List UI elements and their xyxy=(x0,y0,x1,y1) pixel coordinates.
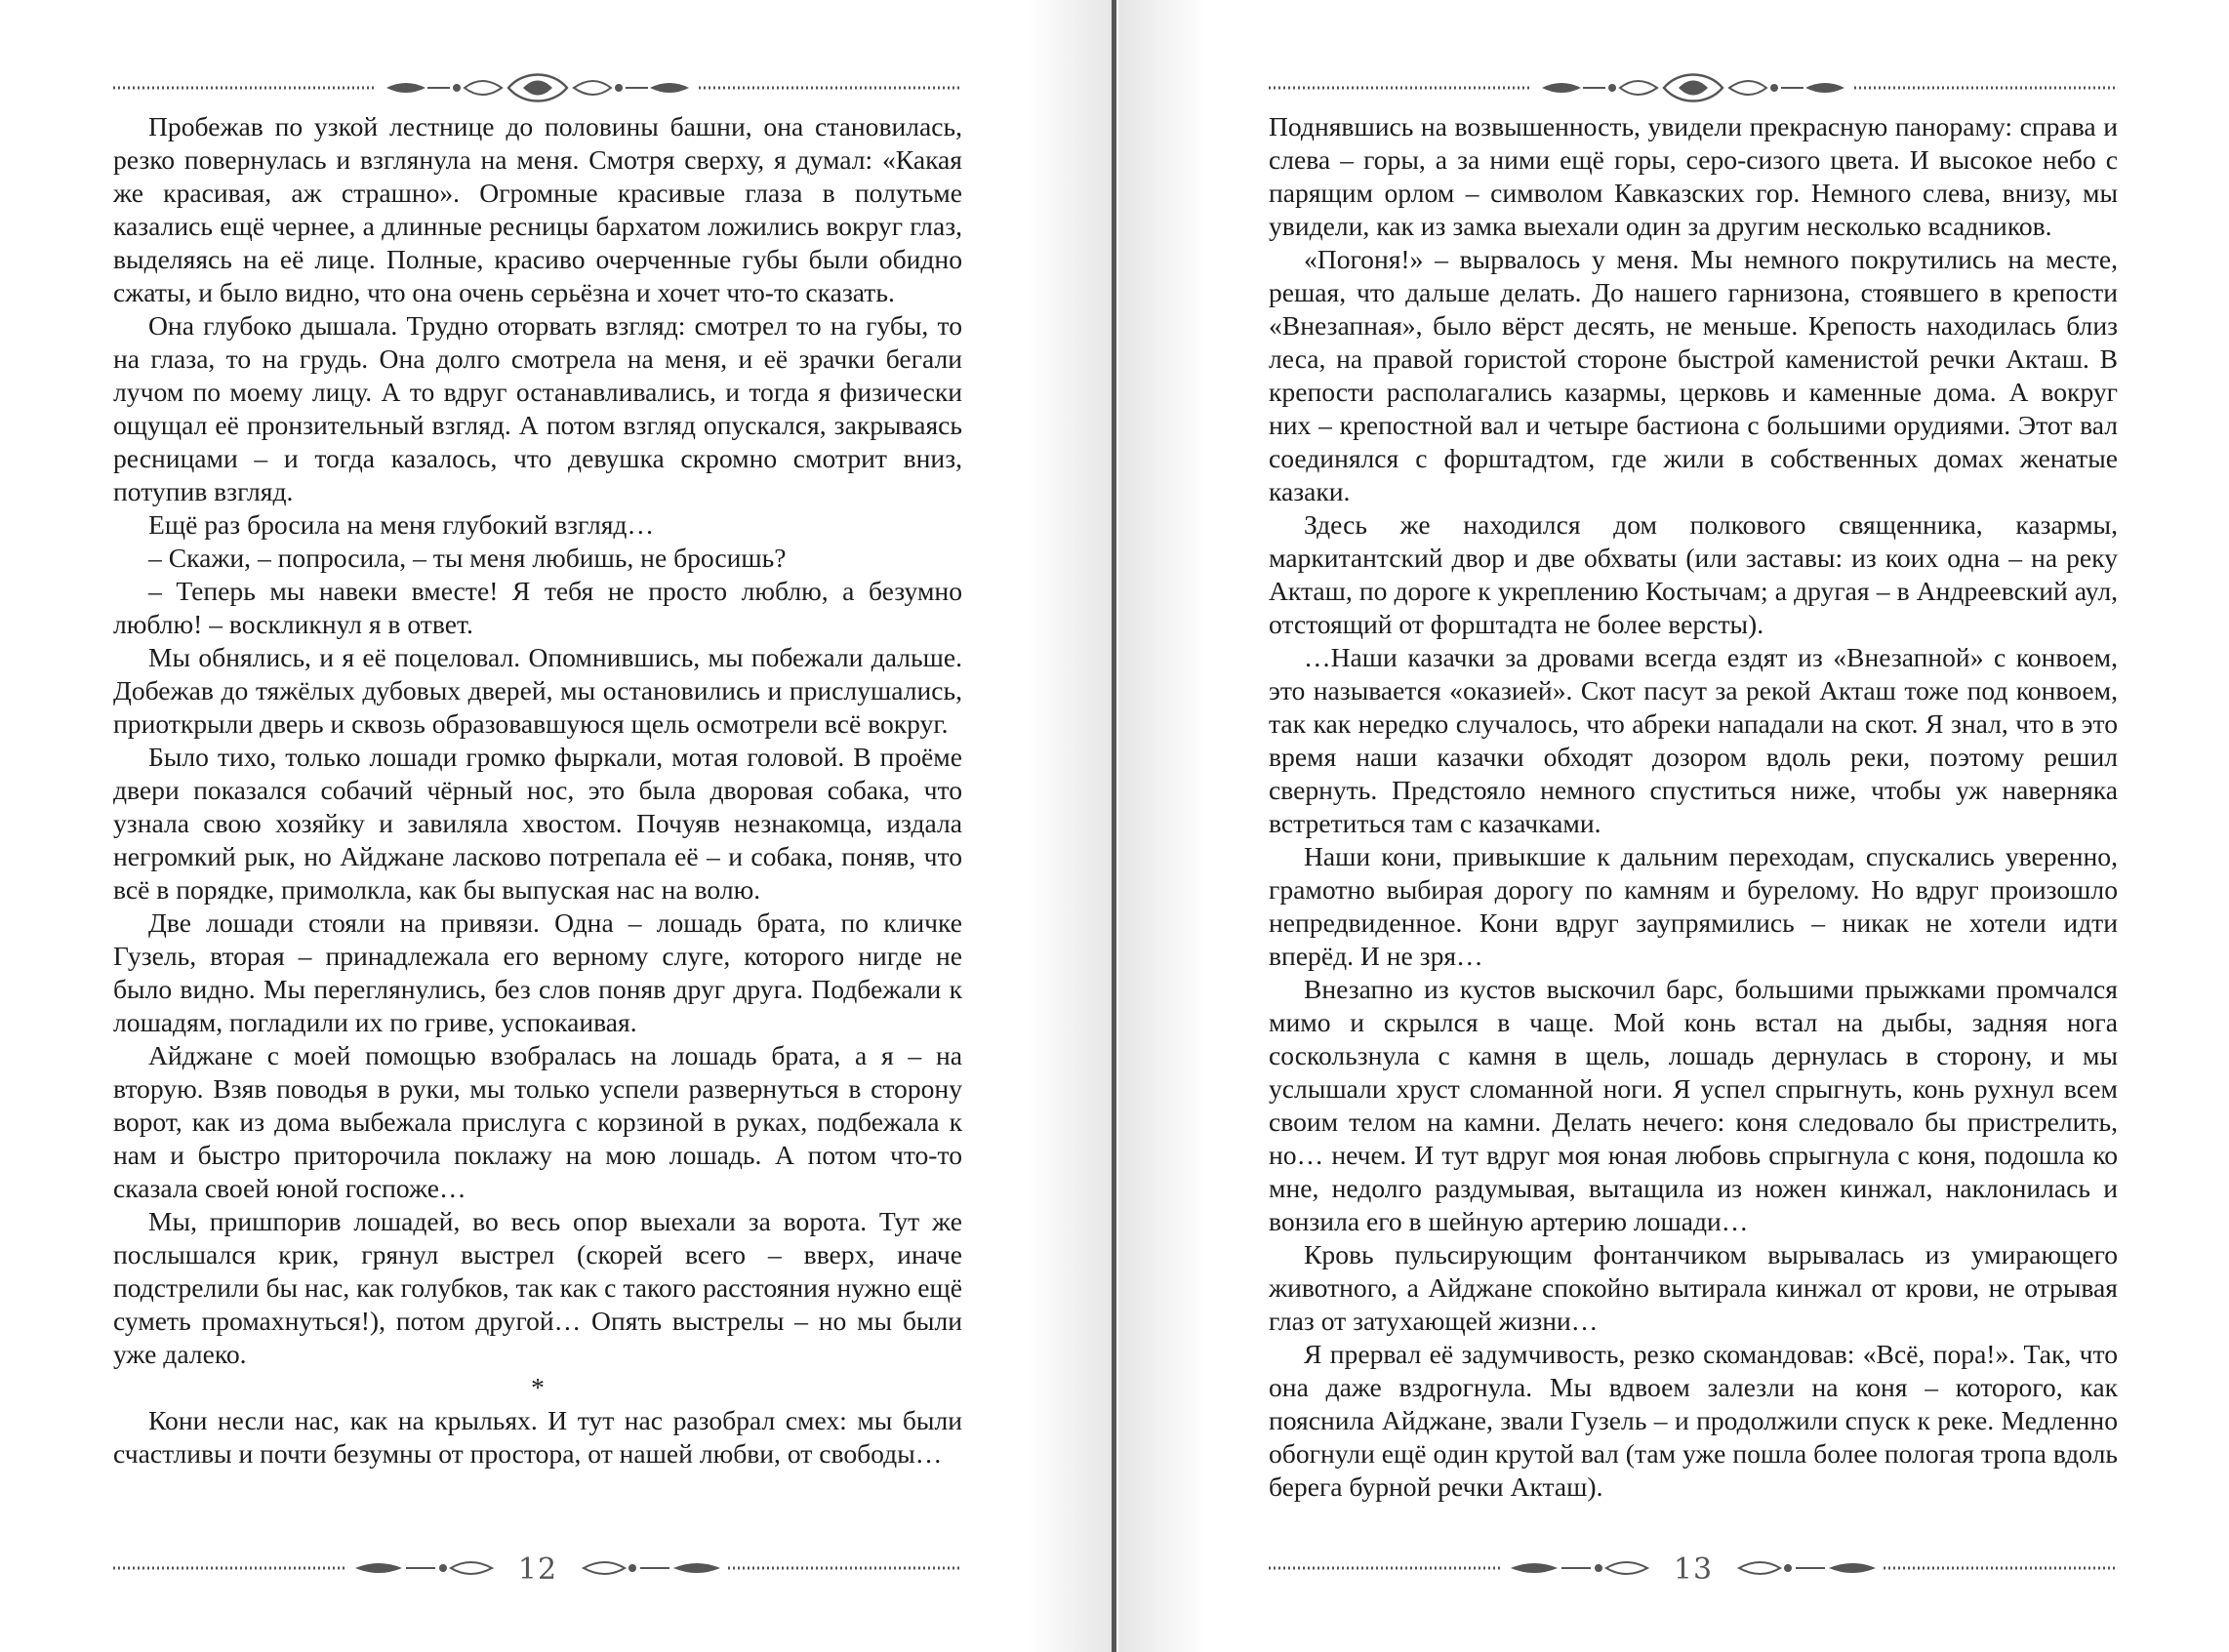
paragraph: – Теперь мы навеки вместе! Я тебя не просто люблю, а безумно люблю! – воскликнул я в ответ. xyxy=(113,576,962,639)
page-number: 13 xyxy=(1664,1552,1722,1587)
paragraph: Айджане с моей помощью взобралась на лошадь брата, а я – на вторую. Взяв поводья в руки, мы только успели развернуться в сторону ворот, как из дома выбежала прислуга с корзиной в руках, подбежала к нам и быстро приторочила поклажу на мою лошадь. А потом что-то сказала своей юной госпоже… xyxy=(113,1040,962,1203)
left-page-text xyxy=(113,110,962,1471)
paragraph: Я прервал её задумчивость, резко скомандовав: «Всё, пора!». Так, что она даже вздрогнула. Мы вдвоем залезли на коня – которого, как пояснила Айджане, звали Гузель – и продолжили спуск к реке. Медленно обогнули ещё один крутой вал (там уже пошла более пологая тропа вдоль берега бурной речки Акташ). xyxy=(1269,1339,2118,1502)
book-spine xyxy=(1112,0,1116,1652)
flourish-ornament-icon xyxy=(113,66,962,109)
paragraph: Ещё раз бросила на меня глубокий взгляд… xyxy=(148,509,655,540)
right-page xyxy=(1269,0,2118,1652)
paragraph: Мы обнялись, и я её поцеловал. Опомнившись, мы побежали дальше. Добежав до тяжёлых дубовых дверей, мы остановились и прислушались, приоткрыли дверь и сквозь образовавшуюся щель осмотрели всё вокруг. xyxy=(113,642,962,739)
gutter-shadow-left xyxy=(1027,0,1114,1652)
paragraph: Наши кони, привыкшие к дальним переходам, спускались уверенно, грамотно выбирая дорогу по камням и бурелому. Но вдруг произошло непредвиденное. Кони вдруг заупрямились – никак не хотели идти вперёд. И не зря… xyxy=(1269,841,2118,971)
page-number: 12 xyxy=(508,1552,567,1587)
header-ornament xyxy=(1269,66,2118,109)
paragraph: Внезапно из кустов выскочил барс, большими прыжками промчался мимо и скрылся в чаще. Мой конь встал на дыбы, задняя нога соскользнула с камня в щель, лошадь дернулась в сторону, и мы услышали хруст сломанной ноги. Я успел спрыгнуть, конь рухнул всем своим телом на камни. Делать нечего: коня следовало бы пристрелить, но… нечем. И тут вдруг моя юная любовь спрыгнула с коня, подошла ко мне, недолго раздумывая, вытащила из ножен кинжал, наклонилась и вонзила его в шейную артерию лошади… xyxy=(1269,974,2118,1236)
header-ornament xyxy=(113,66,962,109)
paragraph: Здесь же находился дом полкового священника, казармы, маркитантский двор и две обхваты (или заставы: из коих одна – на реку Акташ, по дороге к укреплению Костычам; а другая – в Андреевский аул, отстоящий от форштадта не более версты). xyxy=(1269,509,2118,639)
paragraph: Кровь пульсирующим фонтанчиком вырывалась из умирающего животного, а Айджане спокойно вытирала кинжал от крови, не отрывая глаз от затухающей жизни… xyxy=(1269,1239,2118,1336)
gutter-shadow-right xyxy=(1118,0,1206,1652)
section-break: * xyxy=(531,1372,545,1402)
paragraph: – Скажи, – попросила, – ты меня любишь, не бросишь? xyxy=(148,543,787,573)
left-page xyxy=(113,0,962,1652)
paragraph: «Погоня!» – вырвалось у меня. Мы немного покрутились на месте, решая, что дальше делать. До нашего гарнизона, стоявшего в крепости «Внезапная», было вёрст десять, не меньше. Крепость находилась близ леса, на правой гористой стороне быстрой каменистой речки Акташ. В крепости располагались казармы, церковь и каменные дома. А вокруг них – крепостной вал и четыре бастиона с большими орудиями. Этот вал соединялся с форштадтом, где жили в собственных домах женатые казаки. xyxy=(1269,244,2118,506)
paragraph: …Наши казачки за дровами всегда ездят из «Внезапной» с конвоем, это называется «оказией». Скот пасут за рекой Акташ тоже под конвоем, так как нередко случалось, что абреки нападали на скот. Я знал, что в это время наши казачки обходят дозором вдоль реки, поэтому решил свернуть. Предстояло немного спуститься ниже, чтобы уж наверняка встретиться там с казачками. xyxy=(1269,642,2118,838)
flourish-ornament-icon xyxy=(1269,66,2118,109)
paragraph: Мы, пришпорив лошадей, во весь опор выехали за ворота. Тут же послышался крик, грянул выстрел (скорей всего – вверх, иначе подстрелили бы нас, как голубков, так как с такого расстояния нужно ещё суметь промахнуться!), потом другой… Опять выстрелы – но мы были уже далеко. xyxy=(113,1206,962,1369)
paragraph: Она глубоко дышала. Трудно оторвать взгляд: смотрел то на губы, то на глаза, то на грудь. Она долго смотрела на меня, и её зрачки бегали лучом по моему лицу. А то вдруг останавливались, и тогда я физически ощущал её пронзительный взгляд. А потом взгляд опускался, закрываясь ресницами – и тогда казалось, что девушка скромно смотрит вниз, потупив взгляд. xyxy=(113,310,962,506)
paragraph: Было тихо, только лошади громко фыркали, мотая головой. В проёме двери показался собачий чёрный нос, это была дворовая собака, что узнала свою хозяйку и завиляла хвостом. Почуяв незнакомца, издала негромкий рык, но Айджане ласково потрепала её – и собака, поняв, что всё в порядке, примолкла, как бы выпуская нас на волю. xyxy=(113,742,962,905)
paragraph: Пробежав по узкой лестнице до половины башни, она становилась, резко повернулась и взглянула на меня. Смотря сверху, я думал: «Какая же красивая, аж страшно». Огромные красивые глаза в полутьме казались ещё чернее, а длинные ресницы бархатом ложились вокруг глаз, выделяясь на её лице. Полные, красиво очерченные губы были обидно сжаты, и было видно, что она очень серьёзна и хочет что-то сказать. xyxy=(113,111,962,307)
paragraph: Кони несли нас, как на крыльях. И тут нас разобрал смех: мы были счастливы и почти безумны от простора, от нашей любви, от свободы… xyxy=(113,1405,962,1469)
right-page-text xyxy=(1269,110,2118,1504)
paragraph: Две лошади стояли на привязи. Одна – лошадь брата, по кличке Гузель, вторая – принадлежала его верному слуге, которого нигде не было видно. Мы переглянулись, без слов поняв друг друга. Подбежали к лошадям, погладили их по гриве, успокаивая. xyxy=(113,907,962,1037)
paragraph: Поднявшись на возвышенность, увидели прекрасную панораму: справа и слева – горы, а за ними ещё горы, серо-сизого цвета. И высокое небо с парящим орлом – символом Кавказских гор. Немного слева, внизу, мы увидели, как из замка выехали один за другим несколько всадников. xyxy=(1269,111,2118,241)
